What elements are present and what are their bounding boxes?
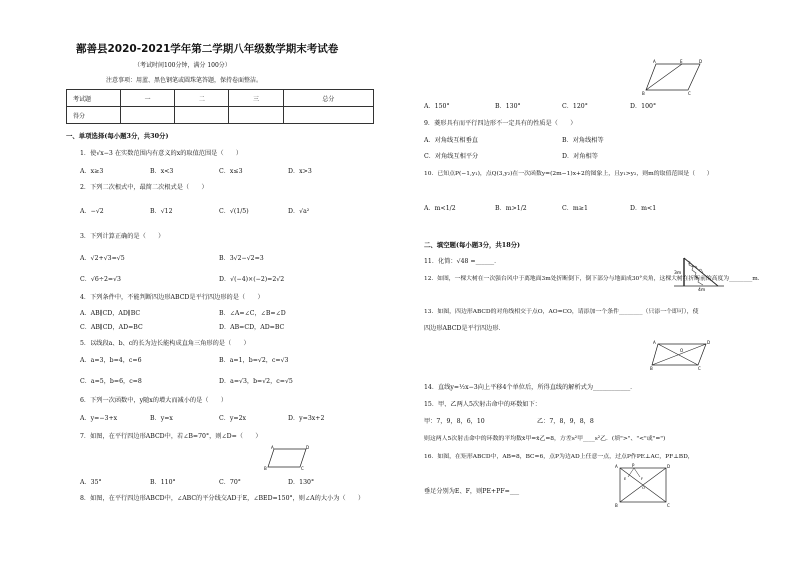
question-14: 14．直线y=½x−3向上平移4个单位后，所得直线的解析式为____________． xyxy=(424,384,637,391)
question-10: 10．已知点P(−1,y₁)，点Q(3,y₂)在一次函数y=(2m−1)x+2的图象上，且y₁>y₂，则m的取值范围是（ ） xyxy=(424,171,713,177)
svg-text:O: O xyxy=(642,486,645,490)
parallelogram-figure-q8 xyxy=(642,58,704,96)
question-4: 4．下列条件中，不能判断四边形ABCD是平行四边形的是（ ） xyxy=(80,294,264,301)
tree-distance-label: 4m xyxy=(698,288,706,292)
q3-option-d: D．√(−4)×(−2)=2√2 xyxy=(219,276,285,283)
section-2-heading: 二、填空题(每小题3分，共18分) xyxy=(424,241,521,249)
svg-text:A: A xyxy=(271,445,274,450)
q9-option-b: B．对角线相等 xyxy=(562,137,604,144)
exam-notice: 注意事项：用蓝、黑色钢笔或圆珠笔答题，保持卷面整洁。 xyxy=(106,77,263,84)
svg-text:D: D xyxy=(707,340,711,345)
q8-option-b: B．130° xyxy=(495,103,521,110)
question-1: 1．使√x−3 在实数范围内有意义的x的取值范围是（ ） xyxy=(80,150,243,157)
q10-option-a: A．m<1/2 xyxy=(424,205,456,212)
svg-text:B: B xyxy=(615,503,618,508)
score-cell xyxy=(229,107,283,124)
rectangle-figure-q16 xyxy=(614,462,674,510)
score-cell xyxy=(283,107,373,124)
svg-text:B: B xyxy=(642,91,645,96)
q1-option-d: D．x>3 xyxy=(288,168,312,175)
question-13: 13．如图，四边形ABCD的对角线相交于点O，AO=CO，请添加一个条件________（只添一个即可），使 xyxy=(424,309,699,315)
q5-option-d: D．a=√3，b=√2，c=√5 xyxy=(219,378,293,385)
q15-yi-scores: 乙：7，8，9，8，8 xyxy=(537,418,594,425)
question-5: 5．以线段a、b、c的长为边长能构成直角三角形的是（ ） xyxy=(80,340,250,347)
svg-text:A: A xyxy=(653,59,656,64)
svg-text:B: B xyxy=(650,366,653,371)
svg-text:C: C xyxy=(698,366,701,371)
q15-question: 则这两人5次射击命中的环数的平均数x̄甲=x̄乙=8，方差s²甲____s²乙．(填">"、"<"或"=") xyxy=(424,436,666,442)
q4-option-b: B．∠A=∠C，∠B=∠D xyxy=(219,310,286,317)
quadrilateral-figure-q13 xyxy=(650,337,712,371)
question-2: 2．下列二次根式中，最简二次根式是（ ） xyxy=(80,184,208,191)
q2-option-d: D．√a² xyxy=(288,208,310,215)
svg-text:D: D xyxy=(306,445,310,450)
tree-height-label: 3m xyxy=(674,271,682,276)
q8-option-d: D．100° xyxy=(630,103,657,110)
q5-option-b: B．a=1，b=√2，c=√3 xyxy=(219,357,289,364)
score-cell: 三 xyxy=(229,90,283,107)
q9-option-a: A．对角线互相垂直 xyxy=(424,137,478,144)
question-13-cont: 四边形ABCD是平行四边形． xyxy=(424,325,505,332)
q6-option-a: A．y=−3+x xyxy=(80,415,118,422)
question-3: 3．下列计算正确的是（ ） xyxy=(80,233,165,240)
score-cell: 考试题 xyxy=(67,90,121,107)
q3-option-a: A．√2+√3=√5 xyxy=(80,255,125,262)
svg-text:E: E xyxy=(624,477,627,481)
score-table-score-row xyxy=(67,107,374,124)
q4-option-a: A．AB∥CD，AD∥BC xyxy=(80,310,141,317)
q2-option-c: C．√(1/5) xyxy=(219,208,249,215)
q15-jia-scores: 甲：7，9，8，6，10 xyxy=(424,418,485,425)
question-15: 15．甲、乙两人5次射击命中的环数如下： xyxy=(424,401,541,408)
svg-text:O: O xyxy=(680,348,684,353)
q10-option-c: C．m≥1 xyxy=(562,205,588,212)
score-cell xyxy=(175,107,229,124)
svg-text:A: A xyxy=(615,464,618,469)
svg-text:C: C xyxy=(688,91,691,96)
q10-option-d: D．m<1 xyxy=(630,205,657,212)
svg-text:P: P xyxy=(632,463,635,468)
q2-option-a: A．−√2 xyxy=(80,208,104,215)
q3-option-b: B．3√2−√2=3 xyxy=(219,255,264,262)
q9-option-c: C．对角线互相平分 xyxy=(424,153,479,160)
question-16-cont: 垂足分别为E、F，则PE+PF=___ xyxy=(424,488,520,495)
score-cell: 得分 xyxy=(67,107,121,124)
exam-title: 鄯善县2020-2021学年第二学期八年级数学期末考试卷 xyxy=(76,43,339,55)
tree-figure-q12 xyxy=(672,248,726,292)
question-11: 11．化简：√48 =______． xyxy=(424,258,501,265)
score-cell: 二 xyxy=(175,90,229,107)
svg-text:D: D xyxy=(699,59,703,64)
q6-option-b: B．y=x xyxy=(150,415,173,422)
q8-option-a: A．150° xyxy=(424,103,450,110)
question-12: 12．如图，一棵大树在一次强台风中于离地面3m处折断倒下，倒下部分与地面成30°夹角，这棵大树在折断前的高度为________m． xyxy=(424,276,764,282)
score-table xyxy=(66,89,374,124)
parallelogram-figure-q7 xyxy=(264,445,312,471)
svg-text:F: F xyxy=(641,477,644,481)
svg-text:E: E xyxy=(680,59,683,64)
q7-option-d: D．130° xyxy=(288,479,315,486)
q1-option-c: C．x≤3 xyxy=(219,168,243,175)
q9-option-d: D．对角相等 xyxy=(562,153,598,160)
question-6: 6．下列一次函数中，y随x的增大而减小的是（ ） xyxy=(80,397,228,404)
q1-option-b: B．x<3 xyxy=(150,168,174,175)
q7-option-c: C．70° xyxy=(219,479,241,486)
score-cell xyxy=(121,107,175,124)
svg-text:B: B xyxy=(264,466,267,471)
q6-option-d: D．y=3x+2 xyxy=(288,415,325,422)
question-7: 7．如图，在平行四边形ABCD中，若∠B=70°，则∠D=（ ） xyxy=(80,433,262,440)
svg-text:A: A xyxy=(653,340,656,345)
score-cell: 一 xyxy=(121,90,175,107)
q10-option-b: B．m>1/2 xyxy=(495,205,527,212)
q5-option-a: A．a=3，b=4，c=6 xyxy=(80,357,142,364)
exam-subtitle: （考试时间100分钟，满分 100分） xyxy=(134,62,231,69)
section-1-heading: 一、单项选择(每小题3分，共30分) xyxy=(66,132,169,140)
q4-option-d: D．AB=CD，AD=BC xyxy=(219,324,285,331)
question-8: 8．如图，在平行四边形ABCD中，∠ABC的平分线交AD于E，∠BED=150°，则∠A的大小为（ ） xyxy=(80,495,365,502)
q8-option-c: C．120° xyxy=(562,103,588,110)
q1-option-a: A．x≥3 xyxy=(80,168,104,175)
q7-option-b: B．110° xyxy=(150,479,176,486)
q5-option-c: C．a=5，b=6，c=8 xyxy=(80,378,142,385)
svg-text:C: C xyxy=(301,466,304,471)
q6-option-c: C．y=2x xyxy=(219,415,247,422)
q7-option-a: A．35° xyxy=(80,479,102,486)
q4-option-c: C．AB∥CD，AD=BC xyxy=(80,324,143,331)
question-16: 16．如图，在矩形ABCD中，AB=8，BC=6，点P为边AD上任意一点，过点P作PE⊥AC，PF⊥BD， xyxy=(424,454,694,460)
score-cell: 总分 xyxy=(283,90,373,107)
q3-option-c: C．√6÷2=√3 xyxy=(80,276,121,283)
score-table-header-row xyxy=(67,90,374,107)
svg-text:C: C xyxy=(667,503,670,508)
q2-option-b: B．√12 xyxy=(150,208,173,215)
question-9: 9．菱形具有而平行四边形不一定具有的性质是（ ） xyxy=(424,120,577,127)
svg-text:D: D xyxy=(667,464,671,469)
